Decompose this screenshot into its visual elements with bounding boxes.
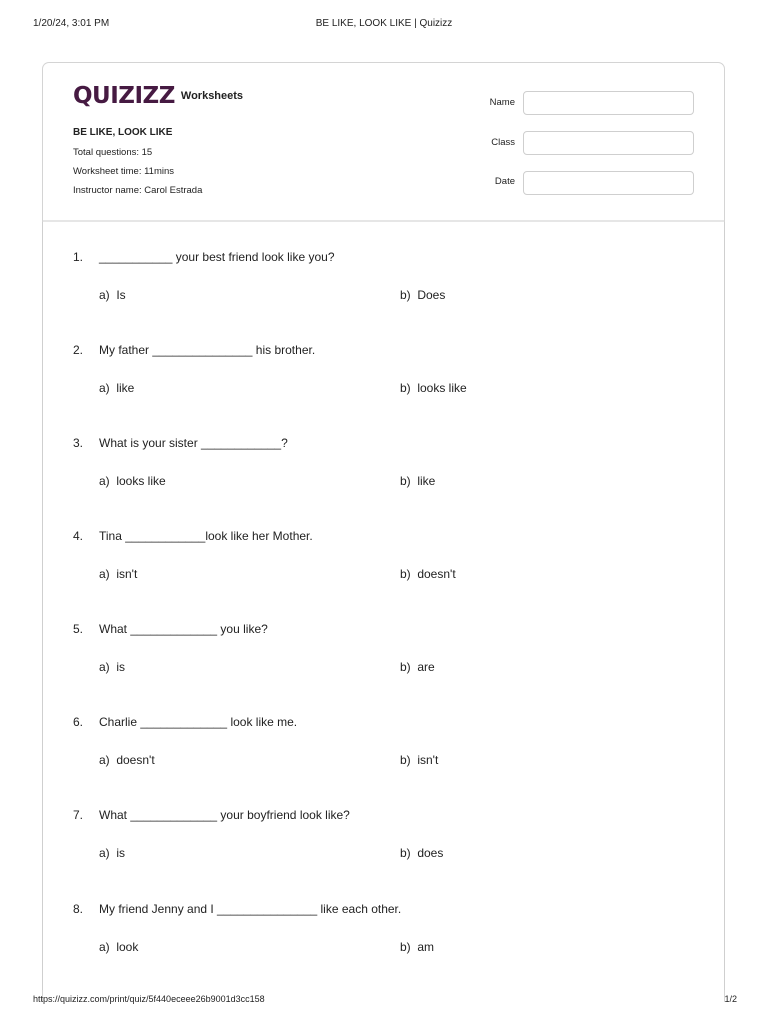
date-label: Date	[494, 176, 515, 187]
question-item	[73, 343, 693, 413]
sheet-left-border	[42, 222, 43, 990]
page-number: 1/2	[724, 994, 737, 1004]
print-page-title: BE LIKE, LOOK LIKE | Quizizz	[315, 18, 453, 29]
print-datetime: 1/20/24, 3:01 PM	[33, 18, 110, 29]
option-b: b) are	[400, 660, 435, 674]
sheet-right-border	[724, 222, 725, 990]
question-number: 7.	[73, 808, 84, 822]
option-b: b) doesn't	[400, 567, 456, 581]
question-item	[73, 902, 693, 972]
option-a: a) look	[99, 940, 139, 954]
option-a: a) doesn't	[99, 753, 155, 767]
question-text: What _____________ you like?	[99, 622, 268, 636]
print-header	[0, 18, 768, 32]
quizizz-logo	[73, 83, 243, 109]
option-b: b) Does	[400, 288, 446, 302]
question-number: 2.	[73, 343, 84, 357]
worksheet-title: BE LIKE, LOOK LIKE	[73, 127, 173, 138]
question-number: 1.	[73, 250, 84, 264]
option-a: a) like	[99, 381, 135, 395]
logo-product-label: Worksheets	[180, 90, 244, 102]
option-a: a) is	[99, 660, 126, 674]
logo-wordmark: QUIZIZZ	[73, 83, 175, 109]
page-url: https://quizizz.com/print/quiz/5f440eceee26b9001d3cc158	[33, 994, 265, 1004]
option-b: b) isn't	[400, 753, 439, 767]
option-b: b) like	[400, 474, 436, 488]
question-number: 6.	[73, 715, 84, 729]
name-field[interactable]	[523, 91, 694, 115]
question-number: 8.	[73, 902, 84, 916]
option-a: a) is	[99, 846, 126, 860]
worksheet-info-header	[43, 63, 724, 222]
question-text: What is your sister ____________?	[99, 436, 288, 450]
question-item	[73, 808, 693, 878]
question-text: My friend Jenny and I _______________ like each other.	[99, 902, 402, 916]
question-text: Charlie _____________ look like me.	[99, 715, 298, 729]
question-item	[73, 436, 693, 506]
option-a: a) isn't	[99, 567, 138, 581]
option-b: b) does	[400, 846, 444, 860]
question-number: 5.	[73, 622, 84, 636]
option-a: a) looks like	[99, 474, 166, 488]
option-b: b) am	[400, 940, 435, 954]
worksheet-time: Worksheet time: 11mins	[73, 166, 175, 177]
question-item	[73, 250, 693, 320]
name-label: Name	[489, 97, 515, 108]
class-field[interactable]	[523, 131, 694, 155]
print-footer	[0, 994, 768, 1008]
question-number: 3.	[73, 436, 84, 450]
question-text: ___________ your best friend look like you?	[99, 250, 335, 264]
question-text: What _____________ your boyfriend look like?	[99, 808, 350, 822]
question-item	[73, 529, 693, 599]
question-text: My father _______________ his brother.	[99, 343, 316, 357]
option-b: b) looks like	[400, 381, 467, 395]
question-item	[73, 622, 693, 692]
class-label: Class	[491, 137, 515, 148]
instructor-name: Instructor name: Carol Estrada	[73, 185, 203, 196]
option-a: a) Is	[99, 288, 126, 302]
date-field[interactable]	[523, 171, 694, 195]
question-number: 4.	[73, 529, 84, 543]
total-questions: Total questions: 15	[73, 147, 153, 158]
question-item	[73, 715, 693, 785]
question-text: Tina ____________look like her Mother.	[99, 529, 313, 543]
